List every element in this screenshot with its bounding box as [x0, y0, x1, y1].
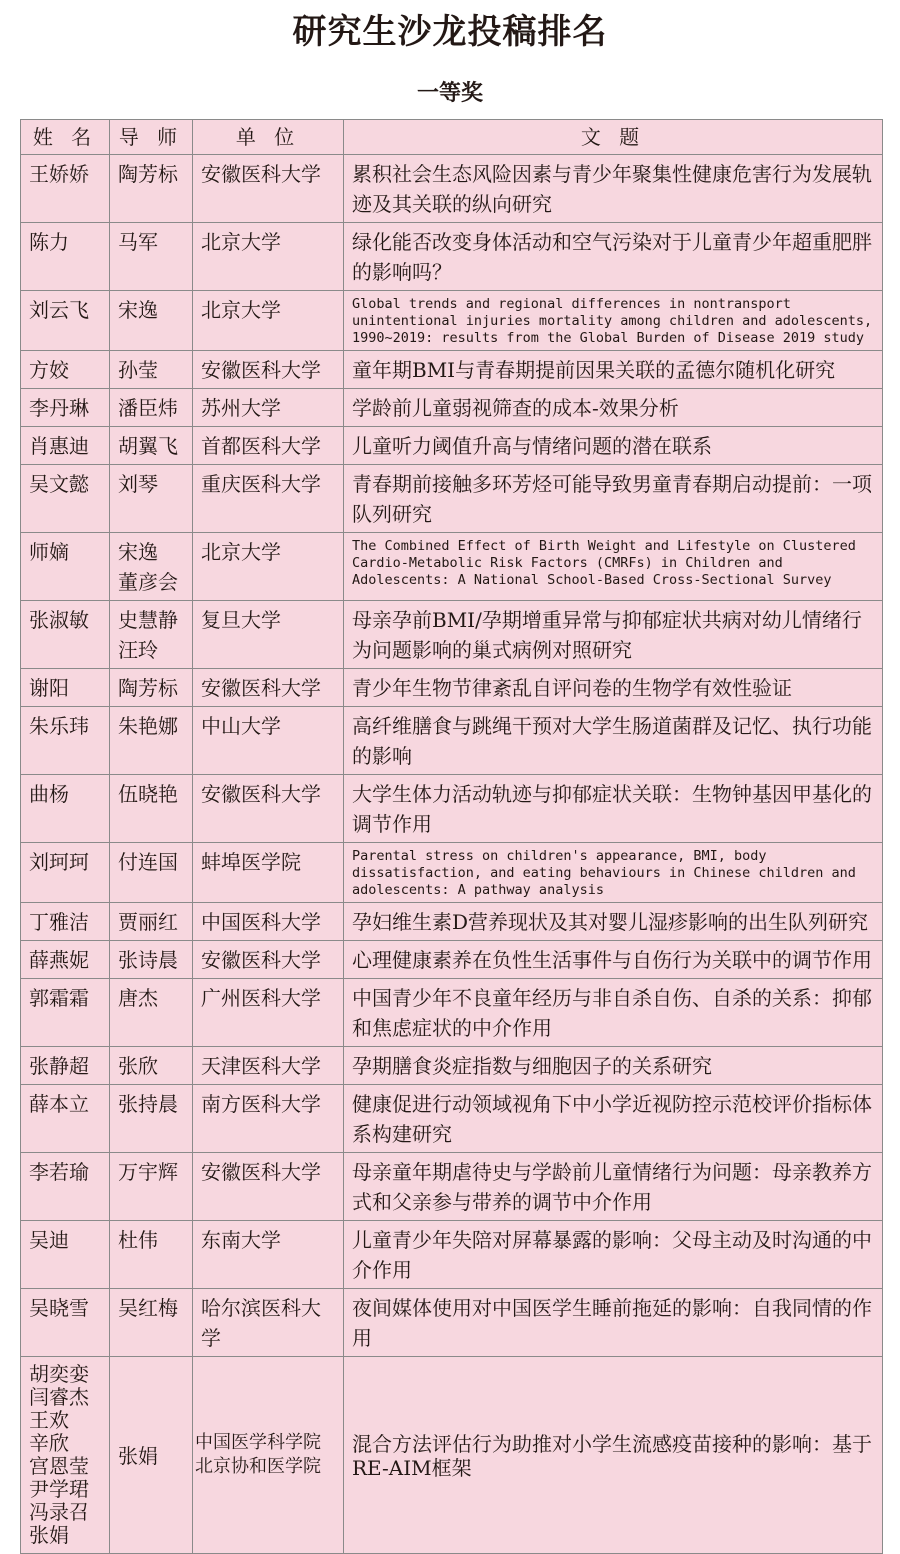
table-row — [21, 979, 883, 1047]
header-unit: 单 位 — [193, 120, 344, 155]
cell-topic: 儿童听力阈值升高与情绪问题的潜在联系 — [344, 427, 883, 465]
header-topic: 文 题 — [344, 120, 883, 155]
cell-name: 吴迪 — [21, 1221, 110, 1289]
cell-name: 肖惠迪 — [21, 427, 110, 465]
cell-unit: 北京大学 — [193, 291, 344, 351]
cell-unit: 安徽医科大学 — [193, 669, 344, 707]
cell-name: 薛燕妮 — [21, 941, 110, 979]
table-row — [21, 1221, 883, 1289]
cell-advisor: 宋逸 董彦会 — [110, 533, 193, 601]
cell-advisor: 唐杰 — [110, 979, 193, 1047]
cell-advisor: 史慧静 汪玲 — [110, 601, 193, 669]
cell-advisor: 张持晨 — [110, 1085, 193, 1153]
table-row — [21, 1153, 883, 1221]
table-row — [21, 941, 883, 979]
cell-name: 吴文懿 — [21, 465, 110, 533]
cell-unit: 苏州大学 — [193, 389, 344, 427]
cell-advisor: 张娟 — [110, 1357, 193, 1554]
cell-name: 张淑敏 — [21, 601, 110, 669]
cell-advisor: 刘琴 — [110, 465, 193, 533]
cell-unit: 重庆医科大学 — [193, 465, 344, 533]
cell-name: 张静超 — [21, 1047, 110, 1085]
table-row — [21, 601, 883, 669]
cell-topic: Global trends and regional differences in nontransport unintentional injuries mortality among children and adolescents, 1990~2019: results from the Global Burden of Disease 2019 study — [344, 291, 883, 351]
cell-advisor: 张诗晨 — [110, 941, 193, 979]
table-row — [21, 1357, 883, 1554]
cell-advisor: 伍晓艳 — [110, 775, 193, 843]
cell-unit: 哈尔滨医科大学 — [193, 1289, 344, 1357]
cell-name: 朱乐玮 — [21, 707, 110, 775]
cell-advisor: 胡翼飞 — [110, 427, 193, 465]
table-row — [21, 223, 883, 291]
cell-advisor: 杜伟 — [110, 1221, 193, 1289]
cell-topic: The Combined Effect of Birth Weight and Lifestyle on Clustered Cardio-Metabolic Risk Factors (CMRFs) in Children and Adolescents: A National School-Based Cross-Sectional Survey — [344, 533, 883, 601]
cell-unit: 中国医科大学 — [193, 903, 344, 941]
cell-advisor: 潘臣炜 — [110, 389, 193, 427]
table-row — [21, 843, 883, 903]
cell-topic: 混合方法评估行为助推对小学生流感疫苗接种的影响：基于RE-AIM框架 — [344, 1357, 883, 1554]
cell-topic: 孕期膳食炎症指数与细胞因子的关系研究 — [344, 1047, 883, 1085]
table-row — [21, 291, 883, 351]
cell-topic: 青少年生物节律紊乱自评问卷的生物学有效性验证 — [344, 669, 883, 707]
cell-advisor: 马军 — [110, 223, 193, 291]
cell-advisor: 孙莹 — [110, 351, 193, 389]
cell-unit: 安徽医科大学 — [193, 941, 344, 979]
cell-advisor: 万宇辉 — [110, 1153, 193, 1221]
cell-unit: 天津医科大学 — [193, 1047, 344, 1085]
cell-unit: 安徽医科大学 — [193, 351, 344, 389]
cell-unit: 安徽医科大学 — [193, 775, 344, 843]
cell-topic: Parental stress on children's appearance, BMI, body dissatisfaction, and eating behaviours in Chinese children and adolescents: A pathway analysis — [344, 843, 883, 903]
table-row — [21, 669, 883, 707]
table-row — [21, 155, 883, 223]
ranking-table — [20, 119, 883, 1554]
cell-advisor: 付连国 — [110, 843, 193, 903]
cell-advisor: 陶芳标 — [110, 155, 193, 223]
table-row — [21, 1289, 883, 1357]
cell-topic: 累积社会生态风险因素与青少年聚集性健康危害行为发展轨迹及其关联的纵向研究 — [344, 155, 883, 223]
cell-name: 郭霜霜 — [21, 979, 110, 1047]
table-header-row — [21, 120, 883, 155]
cell-topic: 夜间媒体使用对中国医学生睡前拖延的影响：自我同情的作用 — [344, 1289, 883, 1357]
cell-unit: 安徽医科大学 — [193, 155, 344, 223]
header-advisor: 导 师 — [110, 120, 193, 155]
table-row — [21, 903, 883, 941]
cell-topic: 高纤维膳食与跳绳干预对大学生肠道菌群及记忆、执行功能的影响 — [344, 707, 883, 775]
cell-name: 胡奕娈 闫睿杰 王欢 辛欣 宫恩莹 尹学珺 冯录召 张娟 — [21, 1357, 110, 1554]
cell-advisor: 朱艳娜 — [110, 707, 193, 775]
header-name: 姓 名 — [21, 120, 110, 155]
cell-topic: 大学生体力活动轨迹与抑郁症状关联：生物钟基因甲基化的调节作用 — [344, 775, 883, 843]
table-row — [21, 1085, 883, 1153]
cell-name: 曲杨 — [21, 775, 110, 843]
cell-unit: 复旦大学 — [193, 601, 344, 669]
cell-advisor: 陶芳标 — [110, 669, 193, 707]
cell-topic: 心理健康素养在负性生活事件与自伤行为关联中的调节作用 — [344, 941, 883, 979]
cell-topic: 青春期前接触多环芳烃可能导致男童青春期启动提前：一项队列研究 — [344, 465, 883, 533]
cell-unit: 安徽医科大学 — [193, 1153, 344, 1221]
cell-name: 方姣 — [21, 351, 110, 389]
cell-topic: 学龄前儿童弱视筛查的成本-效果分析 — [344, 389, 883, 427]
page-title: 研究生沙龙投稿排名 — [292, 12, 608, 52]
cell-unit: 蚌埠医学院 — [193, 843, 344, 903]
cell-topic: 童年期BMI与青春期提前因果关联的孟德尔随机化研究 — [344, 351, 883, 389]
cell-unit: 中国医学科学院 北京协和医学院 — [193, 1357, 344, 1554]
cell-unit: 首都医科大学 — [193, 427, 344, 465]
table-row — [21, 1047, 883, 1085]
cell-name: 薛本立 — [21, 1085, 110, 1153]
cell-unit: 北京大学 — [193, 223, 344, 291]
cell-name: 刘云飞 — [21, 291, 110, 351]
table-row — [21, 775, 883, 843]
cell-name: 丁雅洁 — [21, 903, 110, 941]
cell-name: 师嫡 — [21, 533, 110, 601]
table-row — [21, 465, 883, 533]
cell-unit: 中山大学 — [193, 707, 344, 775]
table-row — [21, 427, 883, 465]
table-row — [21, 389, 883, 427]
cell-name: 李丹琳 — [21, 389, 110, 427]
cell-name: 刘珂珂 — [21, 843, 110, 903]
cell-unit: 北京大学 — [193, 533, 344, 601]
cell-name: 谢阳 — [21, 669, 110, 707]
cell-topic: 母亲孕前BMI/孕期增重异常与抑郁症状共病对幼儿情绪行为问题影响的巢式病例对照研究 — [344, 601, 883, 669]
table-row — [21, 707, 883, 775]
cell-topic: 孕妇维生素D营养现状及其对婴儿湿疹影响的出生队列研究 — [344, 903, 883, 941]
cell-advisor: 贾丽红 — [110, 903, 193, 941]
cell-topic: 中国青少年不良童年经历与非自杀自伤、自杀的关系：抑郁和焦虑症状的中介作用 — [344, 979, 883, 1047]
table-row — [21, 533, 883, 601]
cell-advisor: 张欣 — [110, 1047, 193, 1085]
cell-name: 李若瑜 — [21, 1153, 110, 1221]
cell-unit: 东南大学 — [193, 1221, 344, 1289]
cell-topic: 儿童青少年失陪对屏幕暴露的影响：父母主动及时沟通的中介作用 — [344, 1221, 883, 1289]
cell-unit: 南方医科大学 — [193, 1085, 344, 1153]
cell-unit: 广州医科大学 — [193, 979, 344, 1047]
cell-name: 王娇娇 — [21, 155, 110, 223]
table-row — [21, 351, 883, 389]
cell-topic: 绿化能否改变身体活动和空气污染对于儿童青少年超重肥胖的影响吗？ — [344, 223, 883, 291]
cell-name: 吴晓雪 — [21, 1289, 110, 1357]
section-title: 一等奖 — [416, 81, 483, 106]
cell-topic: 母亲童年期虐待史与学龄前儿童情绪行为问题：母亲教养方式和父亲参与带养的调节中介作用 — [344, 1153, 883, 1221]
cell-advisor: 宋逸 — [110, 291, 193, 351]
cell-topic: 健康促进行动领域视角下中小学近视防控示范校评价指标体系构建研究 — [344, 1085, 883, 1153]
cell-name: 陈力 — [21, 223, 110, 291]
cell-advisor: 吴红梅 — [110, 1289, 193, 1357]
